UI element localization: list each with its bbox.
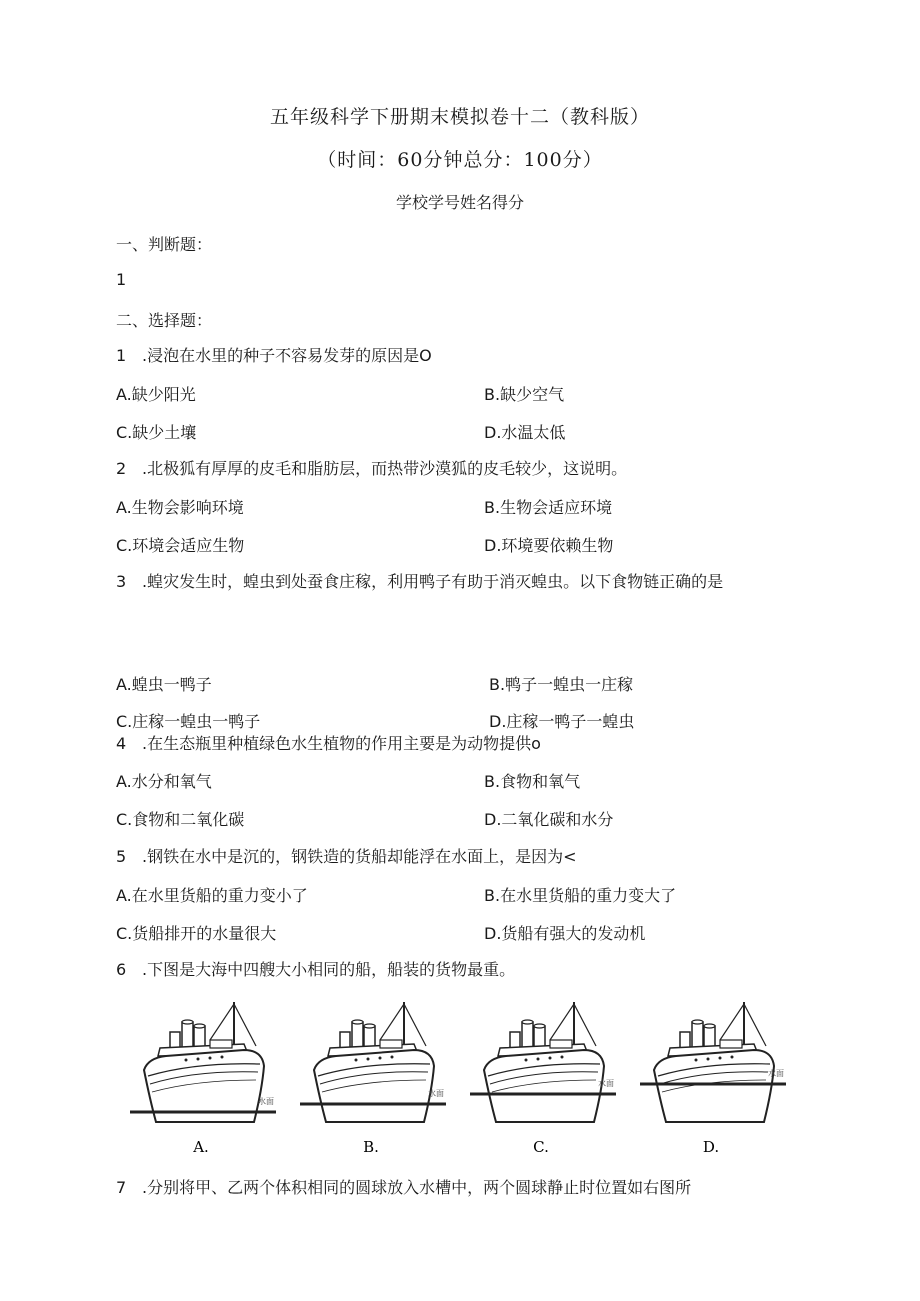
option-4a: A.水分和氧气 <box>116 772 212 791</box>
section1-heading: 一、判断题： <box>116 235 213 254</box>
question-number: 7 <box>116 1178 127 1197</box>
option-4c: C.食物和二氧化碳 <box>116 810 245 829</box>
question-number: 2 <box>116 459 127 478</box>
ship-label-b: B. <box>363 1138 379 1156</box>
water-label: 水面 <box>428 1089 444 1098</box>
question-text: .浸泡在水里的种子不容易发芽的原因是O <box>142 346 432 365</box>
exam-subtitle: （时间：60分钟总分：100分） <box>317 149 603 171</box>
question-number: 1 <box>116 346 127 365</box>
ship-label-d: D. <box>702 1138 720 1156</box>
question-7 <box>116 1174 806 1202</box>
question-5 <box>116 843 806 871</box>
option-3a: A.蝗虫一鸭子 <box>116 675 212 694</box>
question-text: .北极狐有厚厚的皮毛和脂肪层，而热带沙漠狐的皮毛较少，这说明。 <box>142 459 628 478</box>
question-number: 3 <box>116 572 127 591</box>
ship-b <box>300 1002 446 1122</box>
question-text: .分别将甲、乙两个体积相同的圆球放入水槽中，两个圆球静止时位置如右图所 <box>142 1178 692 1197</box>
question-number: 4 <box>116 734 127 753</box>
question-4 <box>116 730 806 758</box>
option-3d: D.庄稼一鸭子一蝗虫 <box>489 712 635 731</box>
question-text: .钢铁在水中是沉的，钢铁造的货船却能浮在水面上，是因为< <box>142 847 577 866</box>
question-text: .下图是大海中四艘大小相同的船，船装的货物最重。 <box>142 960 516 979</box>
option-1a: A.缺少阳光 <box>116 385 196 404</box>
question-3 <box>116 568 806 596</box>
option-5a: A.在水里货船的重力变小了 <box>116 886 308 905</box>
water-label: 水面 <box>768 1069 784 1078</box>
question-number: 5 <box>116 847 127 866</box>
section1-content: 1 <box>116 270 127 289</box>
ships-figure <box>126 1000 796 1170</box>
option-1d: D.水温太低 <box>484 423 566 442</box>
water-label: 水面 <box>258 1097 274 1106</box>
option-1c: C.缺少土壤 <box>116 423 197 442</box>
option-1b: B.缺少空气 <box>484 385 565 404</box>
water-label: 水面 <box>598 1079 614 1088</box>
ship-a <box>130 1002 276 1122</box>
exam-title: 五年级科学下册期末模拟卷十二（教科版） <box>269 106 650 128</box>
option-2d: D.环境要依赖生物 <box>484 536 614 555</box>
question-2 <box>116 455 806 483</box>
question-1 <box>116 342 806 370</box>
question-6 <box>116 956 806 984</box>
ship-c <box>470 1002 616 1122</box>
student-info-line: 学校学号姓名得分 <box>395 193 524 212</box>
question-text: .在生态瓶里种植绿色水生植物的作用主要是为动物提供o <box>142 734 541 753</box>
option-5b: B.在水里货船的重力变大了 <box>484 886 677 905</box>
ship-label-c: C. <box>533 1138 549 1156</box>
option-5c: C.货船排开的水量很大 <box>116 924 277 943</box>
ship-d <box>640 1002 786 1122</box>
ship-label-a: A. <box>193 1138 209 1156</box>
option-3c: C.庄稼一蝗虫一鸭子 <box>116 712 261 731</box>
option-3b: B.鸭子一蝗虫一庄稼 <box>489 675 634 694</box>
option-2a: A.生物会影响环境 <box>116 498 244 517</box>
option-2b: B.生物会适应环境 <box>484 498 613 517</box>
option-4d: D.二氧化碳和水分 <box>484 810 614 829</box>
question-number: 6 <box>116 960 127 979</box>
option-4b: B.食物和氧气 <box>484 772 581 791</box>
question-text: .蝗灾发生时，蝗虫到处蚕食庄稼，利用鸭子有助于消灭蝗虫。以下食物链正确的是 <box>142 572 724 591</box>
option-5d: D.货船有强大的发动机 <box>484 924 646 943</box>
option-2c: C.环境会适应生物 <box>116 536 245 555</box>
section2-heading: 二、选择题： <box>116 311 213 330</box>
